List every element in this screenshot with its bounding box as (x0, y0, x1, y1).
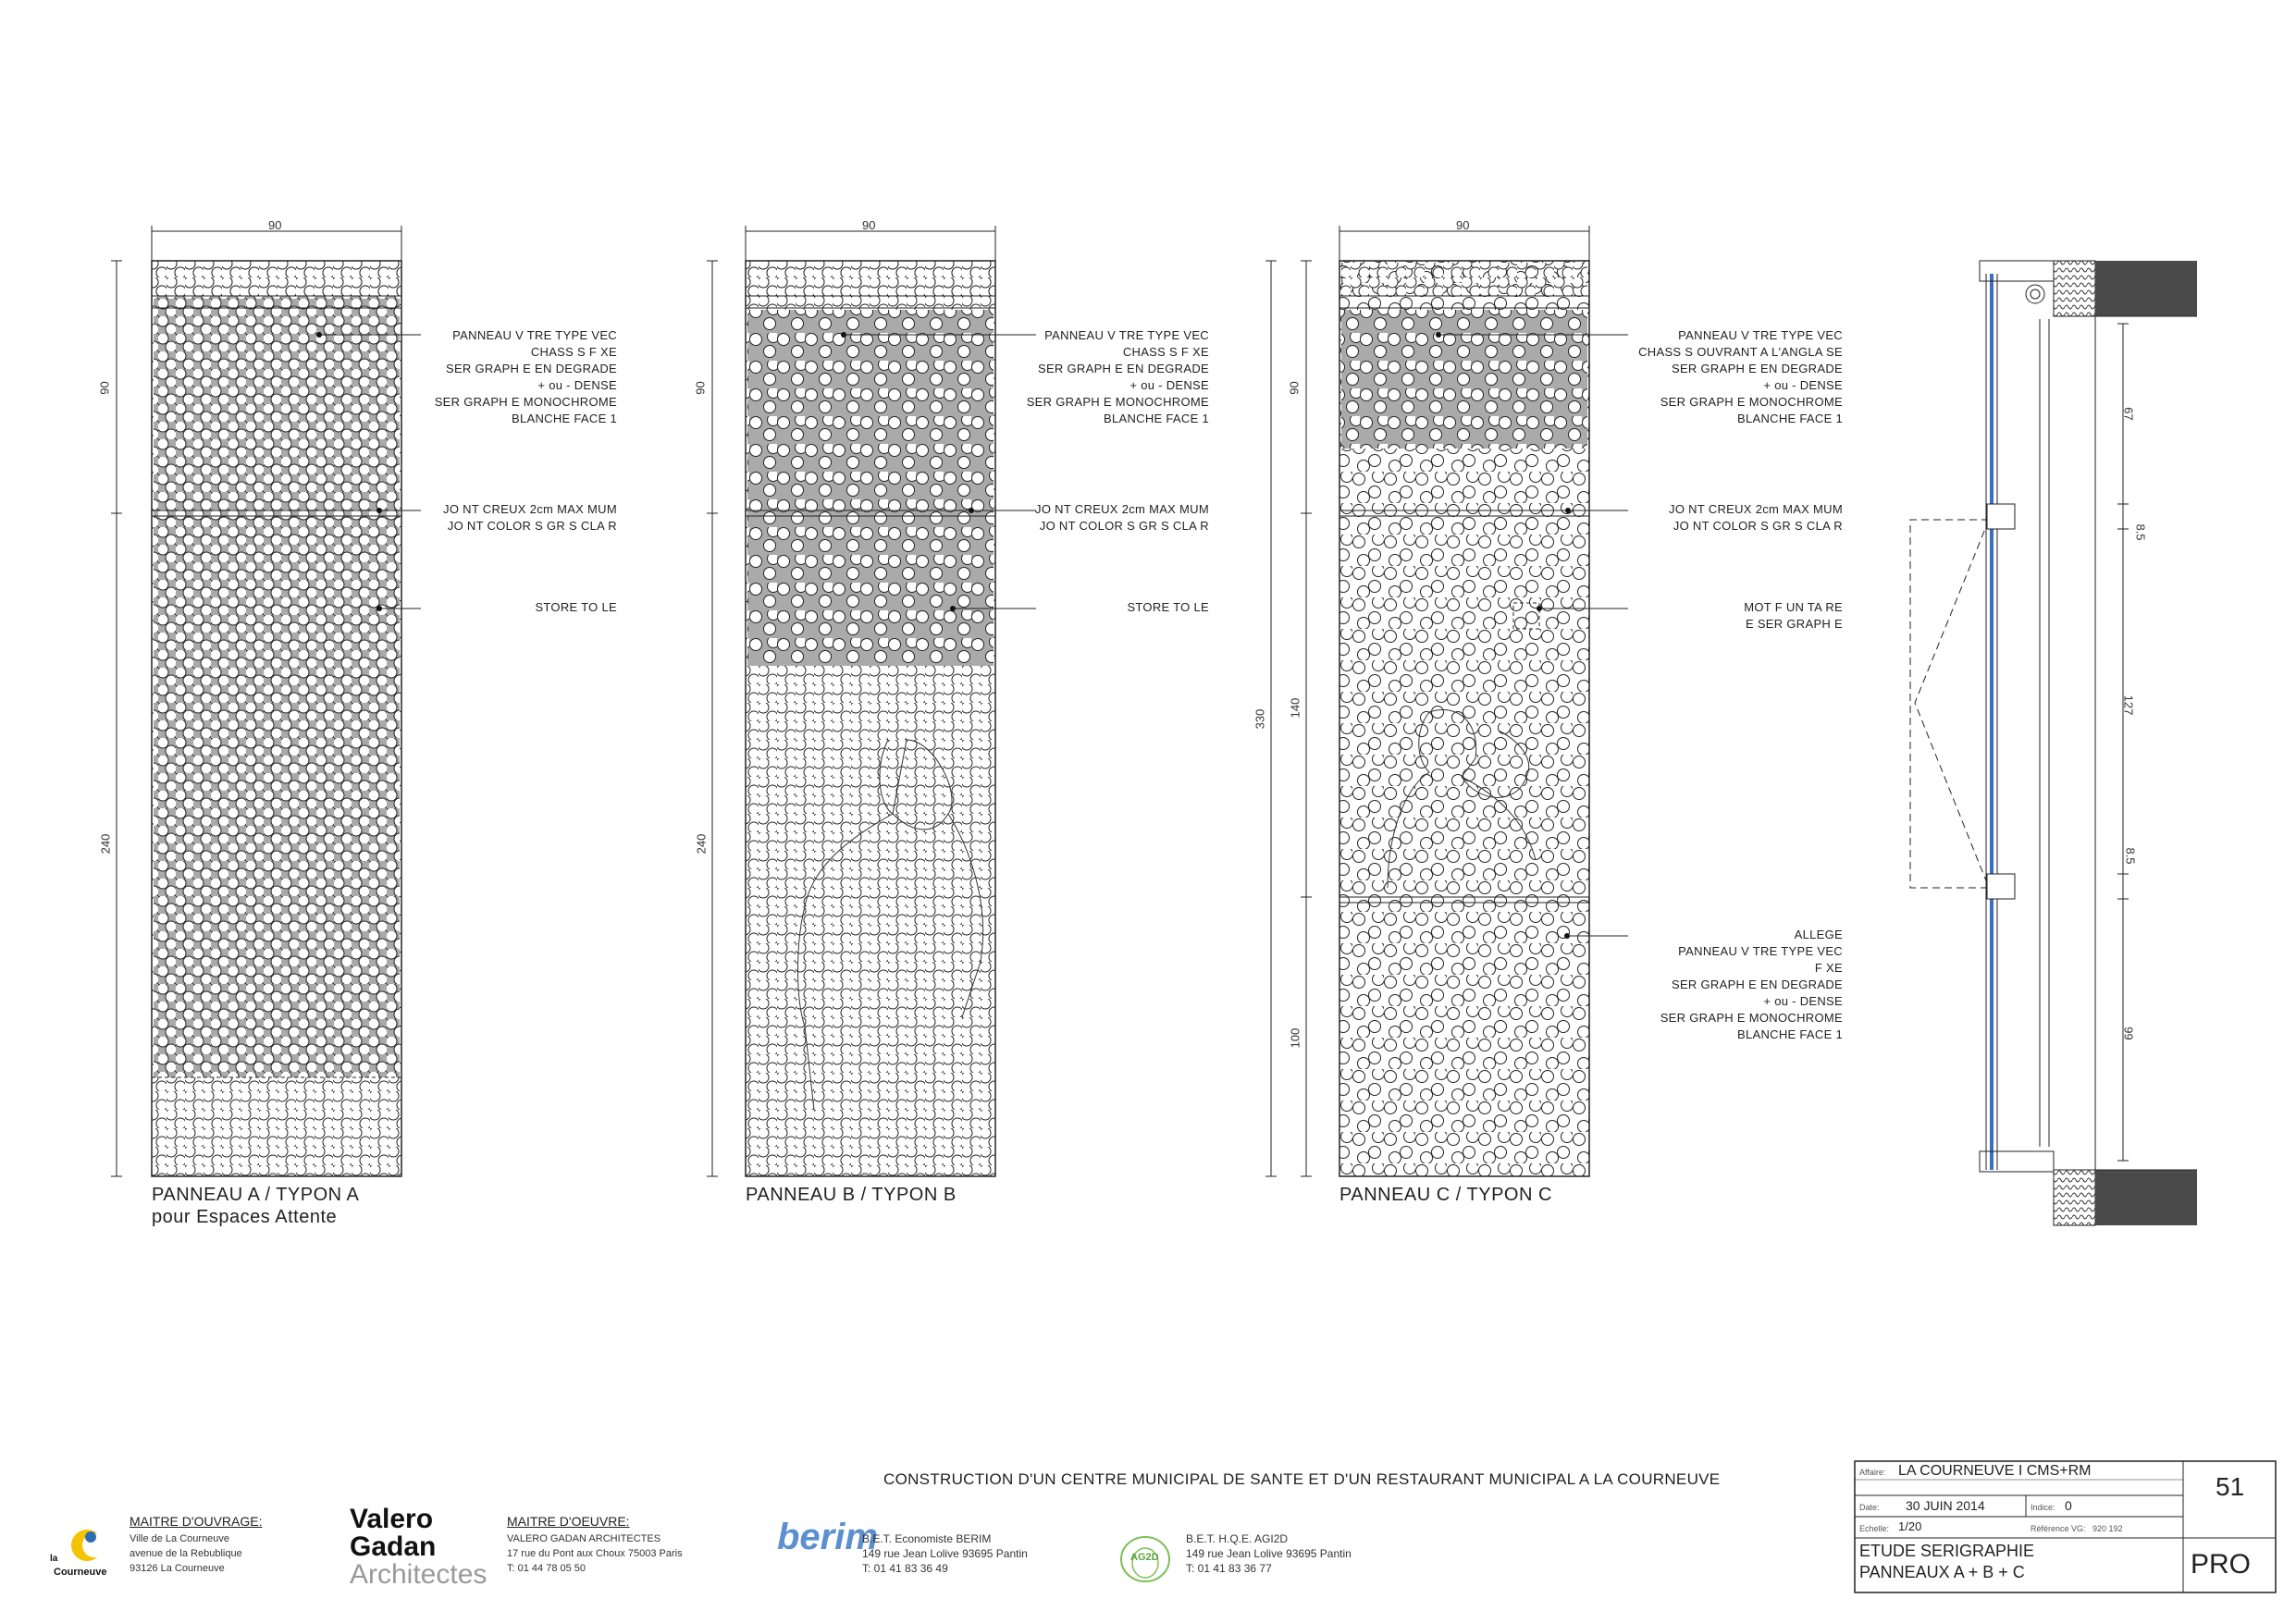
architect-logo-line-3: Architectes (350, 1559, 488, 1590)
berim-details: B.E.T. Economiste BERIM 149 rue Jean Lolive 93695 Pantin T: 01 41 83 36 49 (862, 1532, 1028, 1575)
tb-doc-title-2: PANNEAUX A + B + C (1859, 1563, 2025, 1581)
tb-affaire-label: Affaire: (1859, 1468, 1886, 1477)
tb-doc-title-1: ETUDE SERIGRAPHIE (1859, 1542, 2035, 1560)
tb-indice: 0 (2065, 1498, 2072, 1513)
panel-b-note-joint: JO NT CREUX 2cm MAX MUM JO NT COLOR S GR S CLA R (1035, 502, 1209, 533)
panel-a-height-dim-1: 90 (97, 381, 112, 395)
maitre-oeuvre-details: VALERO GADAN ARCHITECTES 17 rue du Pont aux Choux 75003 Paris T: 01 44 78 05 50 (507, 1533, 683, 1574)
panel-b-width-dim: 90 (862, 218, 876, 232)
tb-reference: 920 192 (2092, 1524, 2123, 1533)
la-courneuve-logo-icon (71, 1530, 106, 1561)
maitre-ouvrage-heading: MAITRE D'OUVRAGE: (130, 1514, 263, 1529)
panel-c-note-joint: JO NT CREUX 2cm MAX MUM JO NT COLOR S GR S CLA R (1669, 502, 1843, 533)
panel-c-title: PANNEAU C / TYPON C (1339, 1185, 1552, 1205)
panel-c-height-dim-2: 140 (1288, 697, 1302, 719)
panel-c (1265, 226, 1628, 1176)
tb-date: 30 JUIN 2014 (1906, 1498, 1985, 1513)
section-dim-67: 67 (2121, 407, 2136, 421)
panel-b-height-dim-2: 240 (694, 833, 709, 855)
panel-a-note-store: STORE TO LE (535, 600, 617, 614)
panel-a-note-joint: JO NT CREUX 2cm MAX MUM JO NT COLOR S GR S CLA R (443, 502, 617, 533)
tb-indice-label: Indice: (2031, 1503, 2055, 1512)
tb-date-label: Date: (1859, 1503, 1880, 1512)
architect-logo-line-2: Gadan (350, 1531, 437, 1562)
ag2d-logo-text: AG2D (1130, 1552, 1159, 1563)
maitre-ouvrage-details: Ville de La Courneuve avenue de la Rebublique 93126 La Courneuve (130, 1533, 242, 1574)
tb-reference-label: Référence VG: (2031, 1524, 2086, 1533)
section-dim-8-5-bottom: 8.5 (2123, 847, 2138, 865)
panel-a-width-dim: 90 (268, 218, 282, 232)
maitre-oeuvre-heading: MAITRE D'OEUVRE: (507, 1514, 630, 1529)
section-dim-127: 127 (2121, 695, 2136, 716)
section-dim-8-5-top: 8.5 (2133, 523, 2148, 541)
panel-a-height-dim-2: 240 (98, 833, 113, 855)
panel-b-height-dim-1: 90 (693, 381, 708, 395)
ag2d-details: B.E.T. H.Q.E. AGI2D 149 rue Jean Lolive 93695 Pantin T: 01 41 83 36 77 (1186, 1532, 1352, 1575)
berim-logo: berim (777, 1517, 878, 1557)
panel-c-total-height-dim: 330 (1253, 708, 1267, 730)
tb-echelle-label: Echelle: (1859, 1524, 1890, 1533)
architect-logo-line-1: Valero (350, 1504, 434, 1534)
tb-sheet-number: 51 (2216, 1472, 2245, 1501)
tb-affaire: LA COURNEUVE I CMS+RM (1898, 1463, 2092, 1479)
tb-echelle: 1/20 (1898, 1519, 1922, 1533)
panel-c-note-allege: ALLEGE PANNEAU V TRE TYPE VEC F XE SER GRAPH E EN DEGRADE + ou - DENSE SER GRAPH E MONOCHROME BLANCHE FACE 1 (1660, 928, 1843, 1041)
panel-c-note-glass: PANNEAU V TRE TYPE VEC CHASS S OUVRANT A L'ANGLA SE SER GRAPH E EN DEGRADE + ou - DENSE SER GRAPH E MONOCHROME BLANCHE FACE 1 (1638, 328, 1843, 425)
panel-c-width-dim: 90 (1456, 218, 1470, 232)
vertical-section (1910, 261, 2197, 1225)
panel-c-height-dim-3: 100 (1288, 1027, 1302, 1049)
panel-b-note-glass: PANNEAU V TRE TYPE VEC CHASS S F XE SER GRAPH E EN DEGRADE + ou - DENSE SER GRAPH E MONOCHROME BLANCHE FACE 1 (1026, 328, 1209, 425)
panel-b (707, 226, 1036, 1176)
logo-city-la: la (50, 1554, 58, 1564)
panel-a-subtitle: pour Espaces Attente (152, 1207, 338, 1227)
logo-city-name: Courneuve (54, 1567, 107, 1578)
panel-a-note-glass: PANNEAU V TRE TYPE VEC CHASS S F XE SER GRAPH E EN DEGRADE + ou - DENSE SER GRAPH E MONOCHROME BLANCHE FACE 1 (434, 328, 617, 425)
project-title: CONSTRUCTION D'UN CENTRE MUNICIPAL DE SANTE ET D'UN RESTAURANT MUNICIPAL A LA COURNEUVE (883, 1470, 1721, 1488)
tb-phase: PRO (2191, 1549, 2252, 1580)
panel-c-note-motif: MOT F UN TA RE E SER GRAPH E (1744, 600, 1843, 631)
panel-a-title: PANNEAU A / TYPON A (152, 1185, 360, 1205)
panel-b-title: PANNEAU B / TYPON B (746, 1185, 957, 1205)
section-dim-99: 99 (2121, 1027, 2136, 1040)
panel-a (111, 226, 421, 1176)
panel-c-height-dim-1: 90 (1287, 381, 1302, 395)
panel-b-note-store: STORE TO LE (1127, 600, 1209, 614)
